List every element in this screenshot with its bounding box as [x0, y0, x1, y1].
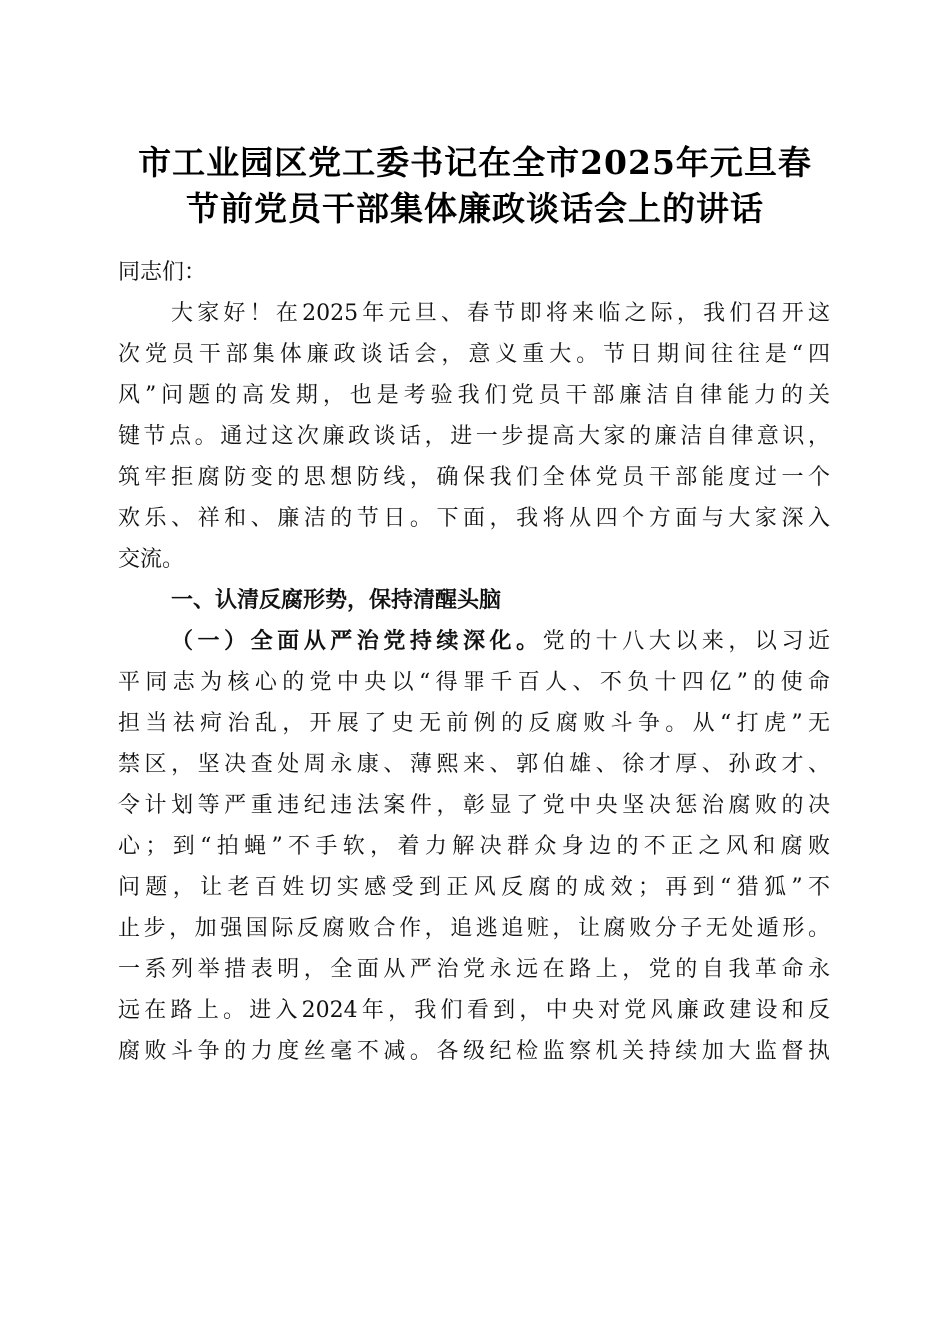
intro-line: 筑牢拒腐防变的思想防线，确保我们全体党员干部能度过一个 — [118, 465, 830, 490]
document-body — [118, 252, 830, 1072]
body-line: 担当祛疴治乱，开展了史无前例的反腐败斗争。从“打虎”无 — [118, 711, 830, 736]
title-line-2: 节前党员干部集体廉政谈话会上的讲话 — [186, 189, 764, 228]
salutation: 同志们： — [118, 260, 207, 285]
intro-line: 键节点。通过这次廉政谈话，进一步提高大家的廉洁自律意识， — [118, 424, 830, 449]
intro-line: 风”问题的高发期，也是考验我们党员干部廉洁自律能力的关 — [118, 383, 830, 408]
subsection-first-line — [118, 621, 830, 662]
intro-line: 次党员干部集体廉政谈话会，意义重大。节日期间往往是“四 — [118, 342, 830, 367]
subsection-heading: （一）全面从严治党持续深化。 — [171, 629, 543, 654]
intro-line: 大家好！在2025年元旦、春节即将来临之际，我们召开这 — [171, 301, 830, 326]
body-line: 心；到“拍蝇”不手软，着力解决群众身边的不正之风和腐败 — [118, 834, 830, 859]
document-title — [110, 140, 840, 232]
section-heading: 一、认清反腐形势，保持清醒头脑 — [171, 588, 502, 613]
body-line: 问题，让老百姓切实感受到正风反腐的成效；再到“猎狐”不 — [118, 875, 830, 900]
body-line: 平同志为核心的党中央以“得罪千百人、不负十四亿”的使命 — [118, 670, 830, 695]
title-line-1: 市工业园区党工委书记在全市2025年元旦春 — [138, 143, 812, 182]
body-line: 远在路上。进入2024年，我们看到，中央对党风廉政建设和反 — [118, 998, 830, 1023]
intro-line: 欢乐、祥和、廉洁的节日。下面，我将从四个方面与大家深入 — [118, 506, 830, 531]
body-line: 止步，加强国际反腐败合作，追逃追赃，让腐败分子无处遁形。 — [118, 916, 830, 941]
subsection-first-line-rest: 党的十八大以来，以习近 — [542, 629, 830, 654]
body-line: 一系列举措表明，全面从严治党永远在路上，党的自我革命永 — [118, 957, 830, 982]
intro-line: 交流。 — [118, 547, 185, 572]
body-line: 腐败斗争的力度丝毫不减。各级纪检监察机关持续加大监督执 — [118, 1039, 830, 1064]
body-line: 令计划等严重违纪违法案件，彰显了党中央坚决惩治腐败的决 — [118, 793, 830, 818]
body-line: 禁区，坚决查处周永康、薄熙来、郭伯雄、徐才厚、孙政才、 — [118, 752, 830, 777]
